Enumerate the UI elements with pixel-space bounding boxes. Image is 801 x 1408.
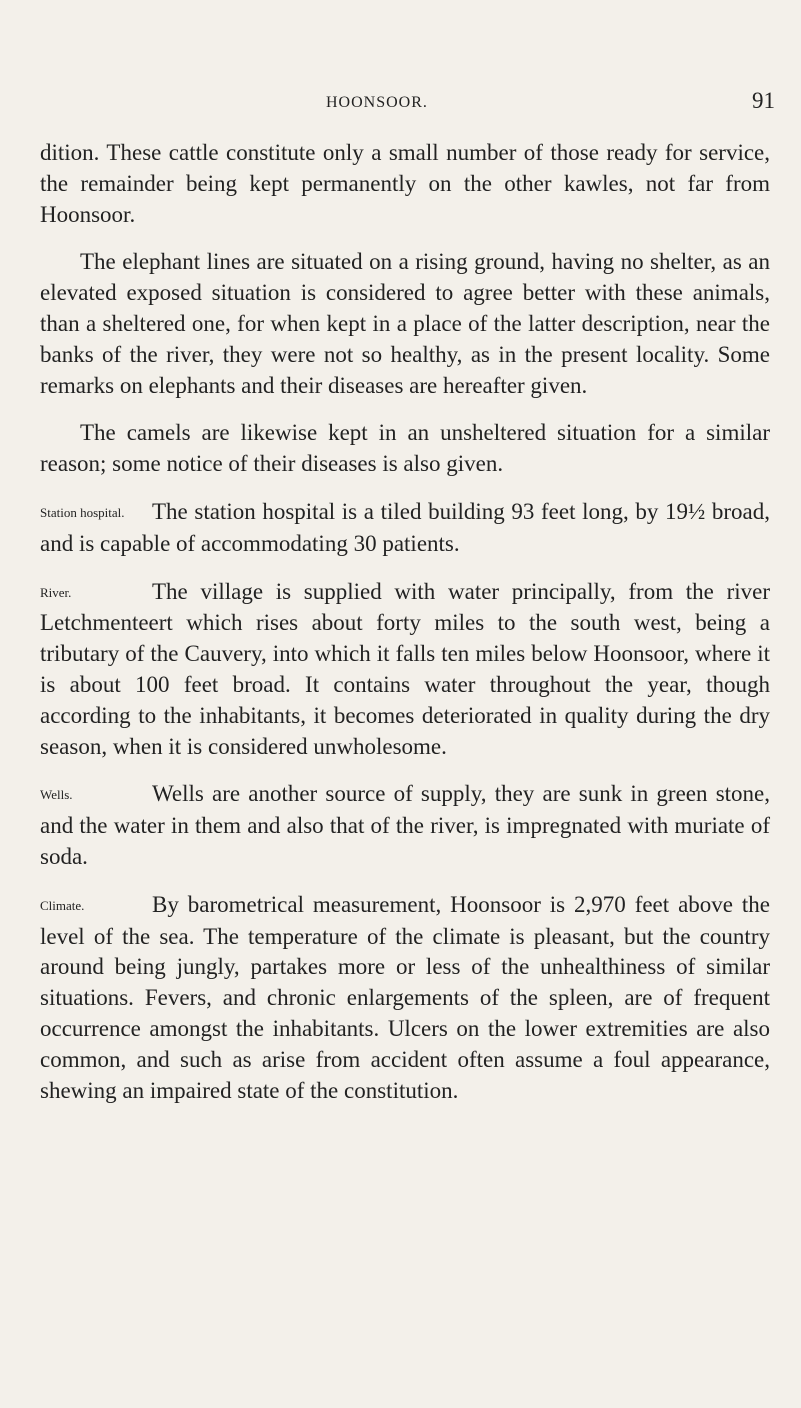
- paragraph-text: The camels are likewise kept in an unsheltered situation for a similar reason; some notice of their diseases is also given.: [40, 420, 770, 477]
- paragraph-text: The village is supplied with water principally, from the river Letchmenteert which rises about forty miles to the south west, being a tributary of the Cauvery, into which it falls ten miles below Hoonsoor, where it is about 100 feet broad. It contains water throughout the year, though according to the inhabitants, it becomes deteriorated in quality during the dry season, when it is considered unwholesome.: [40, 578, 770, 759]
- paragraph-text: By barometrical measurement, Hoonsoor is 2,970 feet above the level of the sea. The temperature of the climate is pleasant, but the country around being jungly, partakes more or less of the unhealthiness of similar situations. Fevers, and chronic enlargements of the spleen, are of frequent occurrence amongst the inhabitants. Ulcers on the lower extremities are also common, and such as arise from accident often assume a foul appearance, shewing an impaired state of the constitution.: [40, 891, 770, 1103]
- page-number: 91: [752, 88, 775, 113]
- paragraph-text: The station hospital is a tiled building 93 feet long, by 19½ broad, and is capable of accommodating 30 patients.: [40, 498, 770, 556]
- page-header: [0, 88, 801, 118]
- paragraph-text: The elephant lines are situated on a rising ground, having no shelter, as an elevated exposed situation is considered to agree better with these animals, than a sheltered one, for when kept in a place of the latter description, near the banks of the river, they were not so healthy, as in the present locality. Some remarks on elephants and their diseases are hereafter given.: [40, 249, 770, 398]
- side-note-river: River.: [40, 584, 72, 600]
- side-note-climate: Climate.: [40, 897, 85, 913]
- side-note-wells: Wells.: [40, 787, 73, 803]
- paragraph-cattle: [40, 138, 770, 230]
- paragraph-climate: [40, 890, 770, 1107]
- running-head: HOONSOOR.: [326, 94, 428, 111]
- paragraph-elephant-lines: [40, 247, 770, 401]
- body-text: [40, 138, 770, 1123]
- paragraph-river: [40, 577, 770, 763]
- paragraph-text: dition. These cattle constitute only a small number of those ready for service, the remainder being kept permanently on the other kawles, not far from Hoonsoor.: [40, 140, 770, 227]
- paragraph-camels: [40, 418, 770, 480]
- side-note-station-hospital: Station hospital.: [40, 504, 125, 520]
- paragraph-wells: [40, 779, 770, 872]
- paragraph-text: Wells are another source of supply, they are sunk in green stone, and the water in them and also that of the river, is impregnated with muriate of soda.: [40, 781, 770, 869]
- paragraph-station-hospital: [40, 497, 770, 560]
